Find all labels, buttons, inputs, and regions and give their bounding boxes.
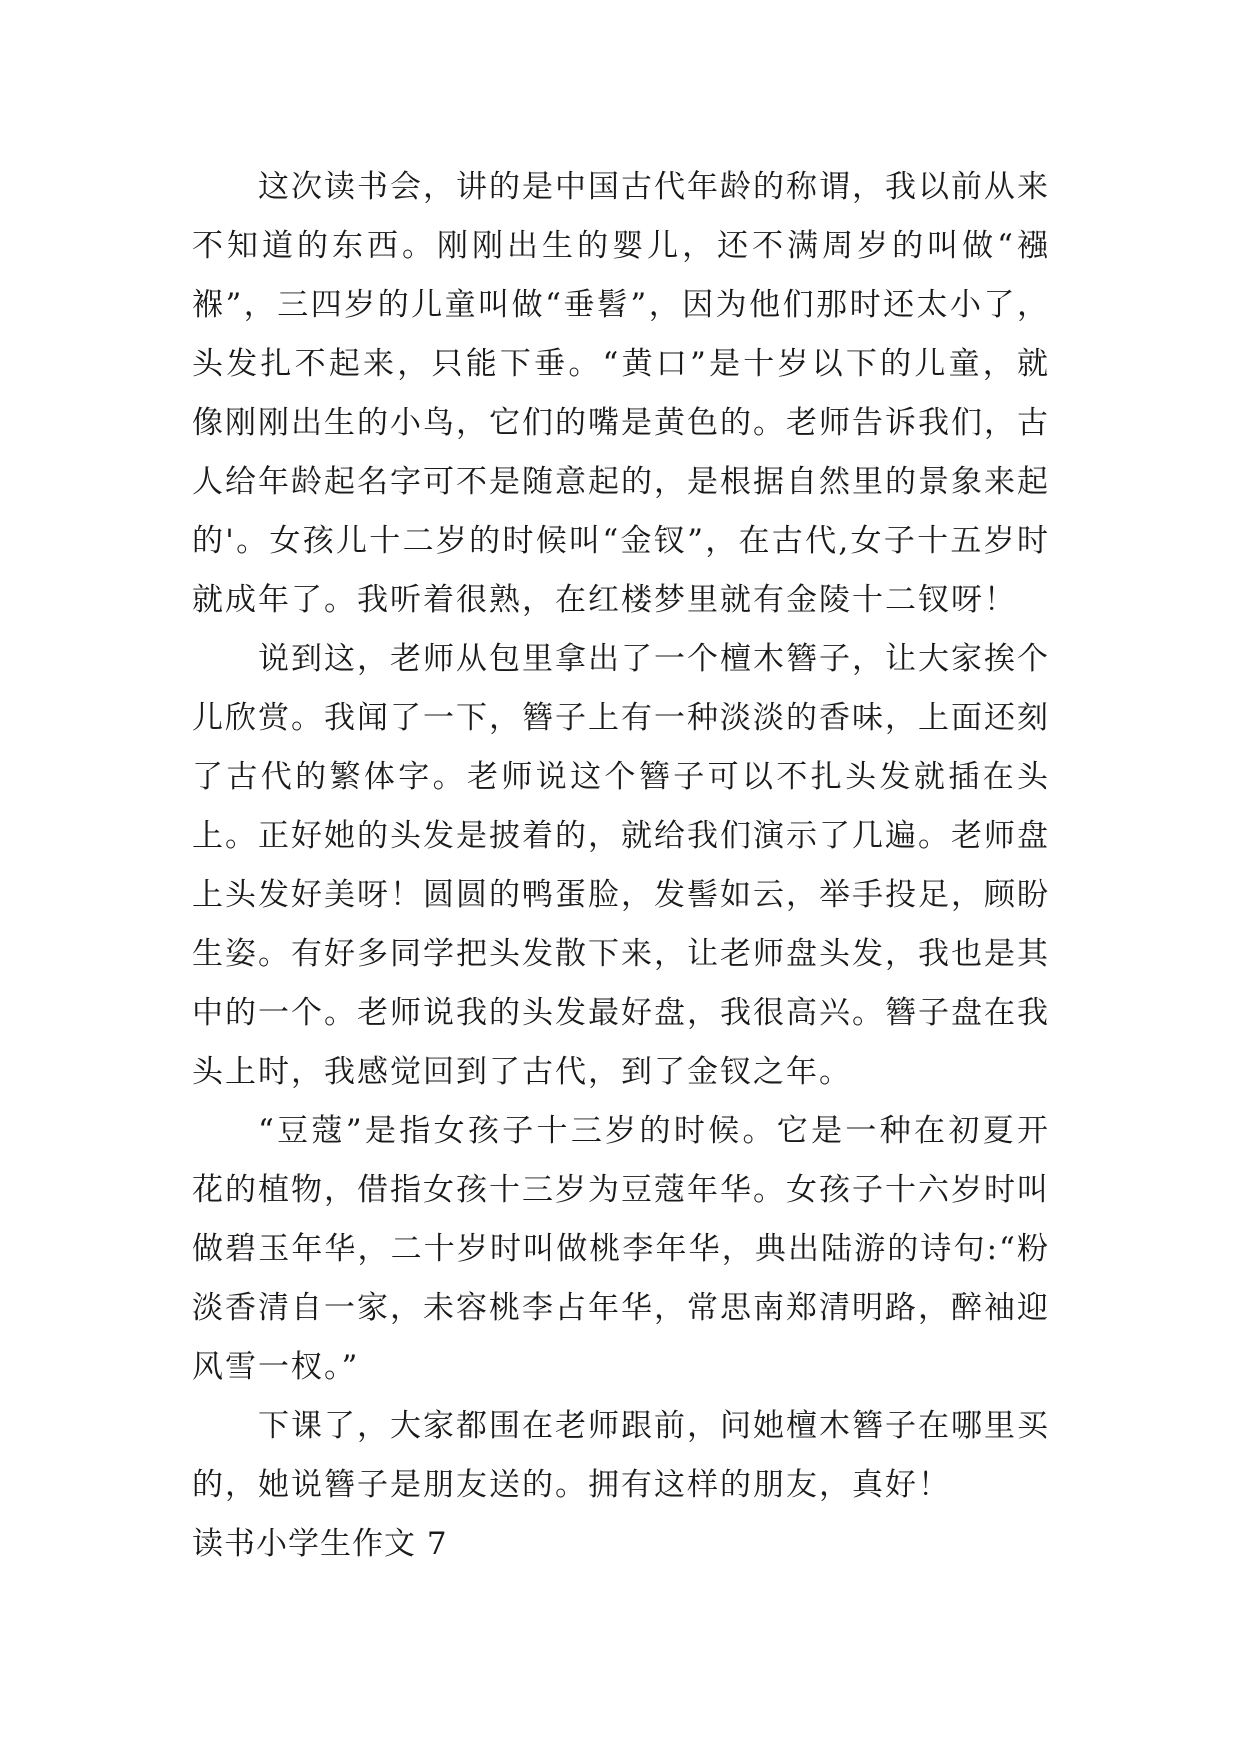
paragraph-1: 这次读书会，讲的是中国古代年龄的称谓，我以前从来不知道的东西。刚刚出生的婴儿，还不满周岁的叫做“襁褓”，三四岁的儿童叫做“垂髫”，因为他们那时还太小了，头发扎不起来，只能下垂。“黄口”是十岁以下的儿童，就像刚刚出生的小鸟，它们的嘴是黄色的。老师告诉我们，古人给年龄起名字可不是随意起的，是根据自然里的景象来起的'。女孩儿十二岁的时候叫“金钗”，在古代,女子十五岁时就成年了。我听着很熟，在红楼梦里就有金陵十二钗呀！ <box>192 169 1050 618</box>
section-heading: 读书小学生作文 7 <box>192 1526 448 1562</box>
paragraph-3: “豆蔻”是指女孩子十三岁的时候。它是一种在初夏开花的植物，借指女孩十三岁为豆蔻年华。女孩子十六岁时叫做碧玉年华，二十岁时叫做桃李年华，典出陆游的诗句:“粉淡香清自一家，未容桃李占年华，常思南郑清明路，醉袖迎风雪一杈。” <box>192 1113 1050 1385</box>
paragraph-2: 说到这，老师从包里拿出了一个檀木簪子，让大家挨个儿欣赏。我闻了一下，簪子上有一种淡淡的香味，上面还刻了古代的繁体字。老师说这个簪子可以不扎头发就插在头上。正好她的头发是披着的，就给我们演示了几遍。老师盘上头发好美呀！圆圆的鸭蛋脸，发髻如云，举手投足，顾盼生姿。有好多同学把头发散下来，让老师盘头发，我也是其中的一个。老师说我的头发最好盘，我很高兴。簪子盘在我头上时，我感觉回到了古代，到了金钗之年。 <box>192 641 1050 1090</box>
paragraph-4: 下课了，大家都围在老师跟前，问她檀木簪子在哪里买的，她说簪子是朋友送的。拥有这样的朋友，真好！ <box>192 1408 1050 1503</box>
document-body <box>192 158 1050 1574</box>
